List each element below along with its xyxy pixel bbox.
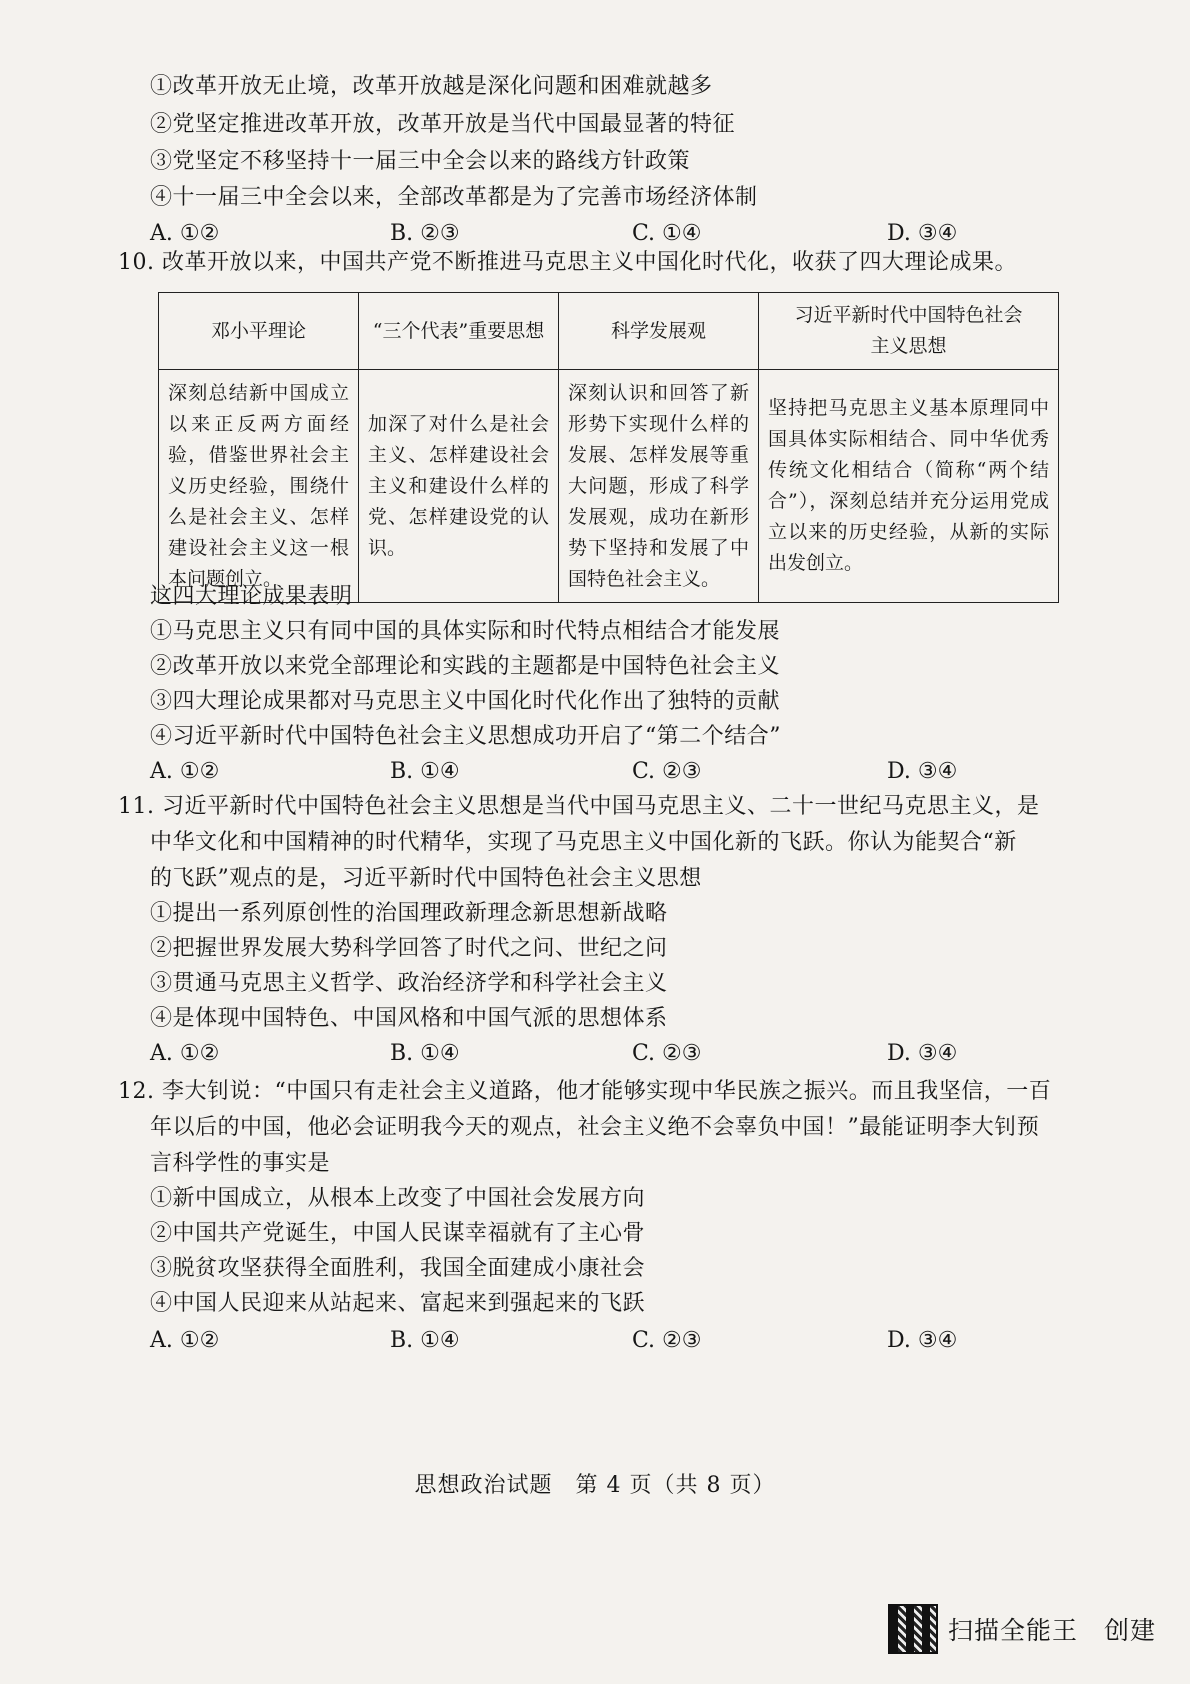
- q9-option-2: ②党坚定推进改革开放，改革开放是当代中国最显著的特征: [150, 112, 736, 137]
- q11-choice-b[interactable]: B. ①④: [390, 1041, 460, 1066]
- theory-header-4: 习近平新时代中国特色社会主义思想: [759, 293, 1059, 370]
- q11-choice-a[interactable]: A. ①②: [150, 1041, 220, 1066]
- q12-stem-line-1: 12. 李大钊说：“中国只有走社会主义道路，他才能够实现中华民族之振兴。而且我坚信，一百: [118, 1079, 1052, 1104]
- q12-choice-d[interactable]: D. ③④: [887, 1328, 958, 1353]
- q9-choice-c[interactable]: C. ①④: [632, 221, 702, 246]
- q10-stem: 10. 改革开放以来，中国共产党不断推进马克思主义中国化时代化，收获了四大理论成果。: [118, 250, 1017, 275]
- q11-stem-line-1: 11. 习近平新时代中国特色社会主义思想是当代中国马克思主义、二十一世纪马克思主义，是: [118, 794, 1040, 819]
- scanner-watermark: [888, 1605, 1156, 1653]
- q11-choice-c[interactable]: C. ②③: [632, 1041, 702, 1066]
- scanner-label: 扫描全能王 创建: [948, 1616, 1157, 1645]
- q12-choice-c[interactable]: C. ②③: [632, 1328, 702, 1353]
- theory-cell-4: 坚持把马克思主义基本原理同中国具体实际相结合、同中华优秀传统文化相结合（简称“两个结合”），深刻总结并充分运用党成立以来的历史经验，从新的实际出发创立。: [759, 370, 1059, 603]
- q11-stem-line-2: 中华文化和中国精神的时代精华，实现了马克思主义中国化新的飞跃。你认为能契合“新: [150, 830, 1017, 855]
- q11-choice-d[interactable]: D. ③④: [887, 1041, 958, 1066]
- theory-header-1: 邓小平理论: [159, 293, 359, 370]
- q10-choice-b[interactable]: B. ①④: [390, 759, 460, 784]
- q9-choice-b[interactable]: B. ②③: [390, 221, 460, 246]
- qr-code-icon: [888, 1604, 938, 1654]
- q10-choice-c[interactable]: C. ②③: [632, 759, 702, 784]
- q11-option-3: ③贯通马克思主义哲学、政治经济学和科学社会主义: [150, 971, 668, 996]
- q12-option-4: ④中国人民迎来从站起来、富起来到强起来的飞跃: [150, 1291, 646, 1316]
- q11-option-1: ①提出一系列原创性的治国理政新理念新思想新战略: [150, 901, 668, 926]
- q10-option-4: ④习近平新时代中国特色社会主义思想成功开启了“第二个结合”: [150, 724, 781, 749]
- q9-option-4: ④十一届三中全会以来，全部改革都是为了完善市场经济体制: [150, 185, 758, 210]
- page-footer: 思想政治试题 第 4 页（共 8 页）: [414, 1473, 776, 1498]
- q9-option-3: ③党坚定不移坚持十一届三中全会以来的路线方针政策: [150, 149, 691, 174]
- theory-cell-3: 深刻认识和回答了新形势下实现什么样的发展、怎样发展等重大问题，形成了科学发展观，成功在新形势下坚持和发展了中国特色社会主义。: [559, 370, 759, 603]
- q10-option-3: ③四大理论成果都对马克思主义中国化时代化作出了独特的贡献: [150, 689, 781, 714]
- q12-option-2: ②中国共产党诞生，中国人民谋幸福就有了主心骨: [150, 1221, 646, 1246]
- q10-option-1: ①马克思主义只有同中国的具体实际和时代特点相结合才能发展: [150, 619, 781, 644]
- q9-option-1: ①改革开放无止境，改革开放越是深化问题和困难就越多: [150, 74, 713, 99]
- q12-option-3: ③脱贫攻坚获得全面胜利，我国全面建成小康社会: [150, 1256, 646, 1281]
- q10-lead: 这四大理论成果表明: [150, 584, 353, 609]
- q11-stem-line-3: 的飞跃”观点的是，习近平新时代中国特色社会主义思想: [150, 866, 702, 891]
- q12-stem-line-2: 年以后的中国，他必会证明我今天的观点，社会主义绝不会辜负中国！”最能证明李大钊预: [150, 1115, 1040, 1140]
- q9-choice-d[interactable]: D. ③④: [887, 221, 958, 246]
- q10-choices: [150, 757, 1010, 787]
- q11-choices: [150, 1039, 1010, 1069]
- q9-choice-a[interactable]: A. ①②: [150, 221, 220, 246]
- q10-choice-d[interactable]: D. ③④: [887, 759, 958, 784]
- q12-choices: [150, 1326, 1010, 1356]
- theory-table-header-row: [159, 293, 1059, 370]
- q10-choice-a[interactable]: A. ①②: [150, 759, 220, 784]
- theory-header-2: “三个代表”重要思想: [359, 293, 559, 370]
- q12-choice-b[interactable]: B. ①④: [390, 1328, 460, 1353]
- q12-stem-line-3: 言科学性的事实是: [150, 1151, 331, 1176]
- q12-option-1: ①新中国成立，从根本上改变了中国社会发展方向: [150, 1186, 646, 1211]
- q10-option-2: ②改革开放以来党全部理论和实践的主题都是中国特色社会主义: [150, 654, 781, 679]
- q9-choices: [150, 219, 1010, 249]
- theory-cell-2: 加深了对什么是社会主义、怎样建设社会主义和建设什么样的党、怎样建设党的认识。: [359, 370, 559, 603]
- q12-choice-a[interactable]: A. ①②: [150, 1328, 220, 1353]
- theory-table-body-row: [159, 370, 1059, 603]
- theory-cell-1: 深刻总结新中国成立以来正反两方面经验，借鉴世界社会主义历史经验，围绕什么是社会主义、怎样建设社会主义这一根本问题创立。: [159, 370, 359, 603]
- q11-option-2: ②把握世界发展大势科学回答了时代之问、世纪之问: [150, 936, 668, 961]
- theory-table: [158, 292, 1059, 603]
- q11-option-4: ④是体现中国特色、中国风格和中国气派的思想体系: [150, 1006, 668, 1031]
- theory-header-3: 科学发展观: [559, 293, 759, 370]
